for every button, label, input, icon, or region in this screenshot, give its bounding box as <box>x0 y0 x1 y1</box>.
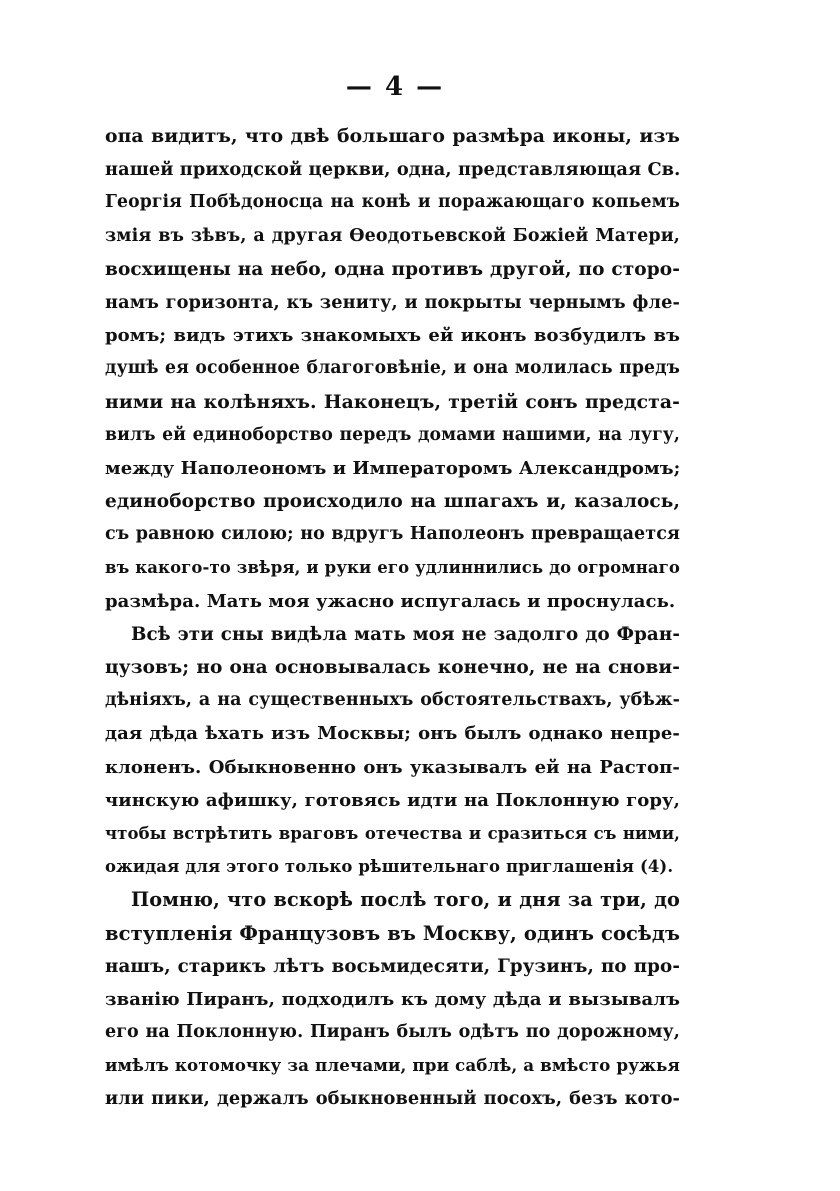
text-line: ожидая для этого только рѣшительнаго приглашенія (4). <box>105 857 674 877</box>
text-line: Всѣ эти сны видѣла мать моя не задолго до Фран- <box>131 623 680 645</box>
text-line: размѣра. Мать моя ужасно испугалась и проснулась. <box>105 590 676 612</box>
text-line: его на Поклонную. Пиранъ былъ одѣтъ по дорожному, <box>105 1022 680 1043</box>
text-line: между Наполеономъ и Императоромъ Александромъ; <box>105 457 681 479</box>
text-line: клоненъ. Обыкновенно онъ указывалъ ей на Растоп- <box>105 756 680 778</box>
text-line: Георгія Побѣдоносца на конѣ и поражающаго копьемъ <box>105 192 680 213</box>
text-line: вступленія Французовъ въ Москву, одинъ сосѣдъ <box>105 921 680 945</box>
text-line: змія въ зѣвъ, а другая Ѳеодотьевской Божіей Матери, <box>105 225 680 246</box>
text-line: Помню, что вскорѣ послѣ того, и дня за три, до <box>131 888 680 912</box>
page-number: — 4 — <box>345 72 445 102</box>
text-line: опа видитъ, что двѣ большаго размѣра иконы, изъ <box>105 125 680 147</box>
text-line: чтобы встрѣтить враговъ отечества и сразиться съ ними, <box>105 823 680 843</box>
text-line: чинскую афишку, готовясь идти на Поклонную гору, <box>105 789 680 811</box>
text-line: восхищены на небо, одна противъ другой, по сторо- <box>105 258 680 280</box>
text-line: нашъ, старикъ лѣтъ восьмидесяти, Грузинъ, по про- <box>105 955 680 977</box>
text-line: въ какого-то звѣря, и руки его удлиннились до огромнаго <box>105 558 680 578</box>
text-line: дѣніяхъ, а на существенныхъ обстоятельствахъ, убѣж- <box>105 690 680 711</box>
text-line: душѣ ея особенное благоговѣніе, и она молилась предъ <box>105 358 680 379</box>
text-line: съ равною силою; но вдругъ Наполеонъ превращается <box>105 524 680 545</box>
text-line: цузовъ; но она основывалась конечно, не на снови- <box>105 657 680 678</box>
paragraph-1 <box>105 120 680 618</box>
body-text <box>105 120 680 1116</box>
text-line: или пики, держалъ обыкновенный посохъ, безъ кото- <box>105 1088 680 1110</box>
text-line: званію Пиранъ, подходилъ къ дому дѣда и вызывалъ <box>105 988 680 1010</box>
paragraph-3 <box>105 883 680 1115</box>
paragraph-2 <box>105 618 680 884</box>
text-line: дая дѣда ѣхать изъ Москвы; онъ былъ однако непре- <box>105 723 680 745</box>
text-line: намъ горизонта, къ зениту, и покрыты чернымъ фле- <box>105 291 680 313</box>
text-line: единоборство происходило на шпагахъ и, казалось, <box>105 491 680 513</box>
text-line: ними на колѣняхъ. Наконецъ, третій сонъ предста- <box>105 390 680 413</box>
text-line: вилъ ей единоборство передъ домами нашими, на лугу, <box>105 424 680 445</box>
text-line: нашей приходской церкви, одна, представляющая Св. <box>105 159 681 181</box>
text-line: ромъ; видъ этихъ знакомыхъ ей иконъ возбудилъ въ <box>105 325 680 347</box>
text-line: имѣлъ котомочку за плечами, при саблѣ, а вмѣсто ружья <box>105 1055 680 1076</box>
